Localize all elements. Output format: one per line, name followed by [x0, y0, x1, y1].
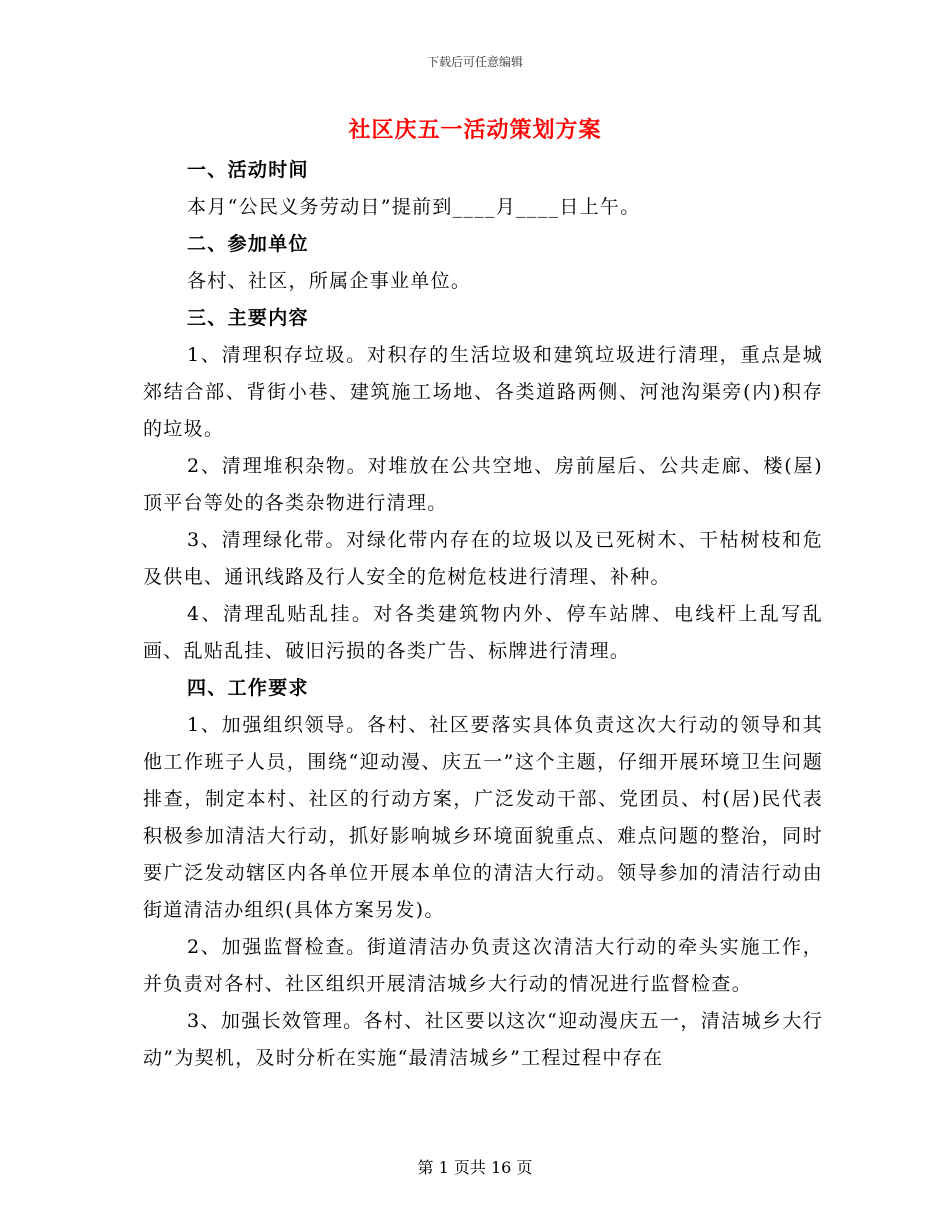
section-heading-units: 二、参加单位 [187, 233, 309, 255]
section-heading-requirements: 四、工作要求 [187, 677, 309, 699]
section-heading-content: 三、主要内容 [187, 307, 309, 329]
content-item-4: 4、清理乱贴乱挂。对各类建筑物内外、停车站牌、电线杆上乱写乱画、乱贴乱挂、破旧污损的各类广告、标牌进行清理。 [143, 603, 823, 662]
requirement-item-1: 1、加强组织领导。各村、社区要落实具体负责这次大行动的领导和其他工作班子人员，围绕“迎动漫、庆五一”这个主题，仔细开展环境卫生问题排查，制定本村、社区的行动方案，广泛发动干部、党团员、村(居)民代表积极参加清洁大行动，抓好影响城乡环境面貌重点、难点问题的整治，同时要广泛发动辖区内各单位开展本单位的清洁大行动。领导参加的清洁行动由街道清洁办组织(具体方案另发)。 [143, 714, 823, 921]
requirement-item-3: 3、加强长效管理。各村、社区要以这次“迎动漫庆五一，清洁城乡大行动”为契机，及时分析在实施“最清洁城乡”工程过程中存在 [143, 1010, 823, 1069]
section-text-time: 本月“公民义务劳动日”提前到____月____日上午。 [187, 196, 641, 218]
section-heading-time: 一、活动时间 [187, 159, 309, 181]
content-item-2: 2、清理堆积杂物。对堆放在公共空地、房前屋后、公共走廊、楼(屋)顶平台等处的各类杂物进行清理。 [143, 455, 823, 514]
document-title: 社区庆五一活动策划方案 [348, 118, 602, 143]
section-text-units: 各村、社区，所属企事业单位。 [187, 270, 472, 292]
page-footer: 第 1 页共 16 页 [417, 1158, 533, 1177]
header-note: 下载后可任意编辑 [426, 55, 523, 69]
content-item-3: 3、清理绿化带。对绿化带内存在的垃圾以及已死树木、干枯树枝和危及供电、通讯线路及行人安全的危树危枝进行清理、补种。 [143, 529, 823, 588]
content-item-1: 1、清理积存垃圾。对积存的生活垃圾和建筑垃圾进行清理，重点是城郊结合部、背街小巷、建筑施工场地、各类道路两侧、河池沟渠旁(内)积存的垃圾。 [143, 344, 823, 440]
document-body [143, 152, 823, 1077]
requirement-item-2: 2、加强监督检查。街道清洁办负责这次清洁大行动的牵头实施工作，并负责对各村、社区组织开展清洁城乡大行动的情况进行监督检查。 [143, 936, 823, 995]
